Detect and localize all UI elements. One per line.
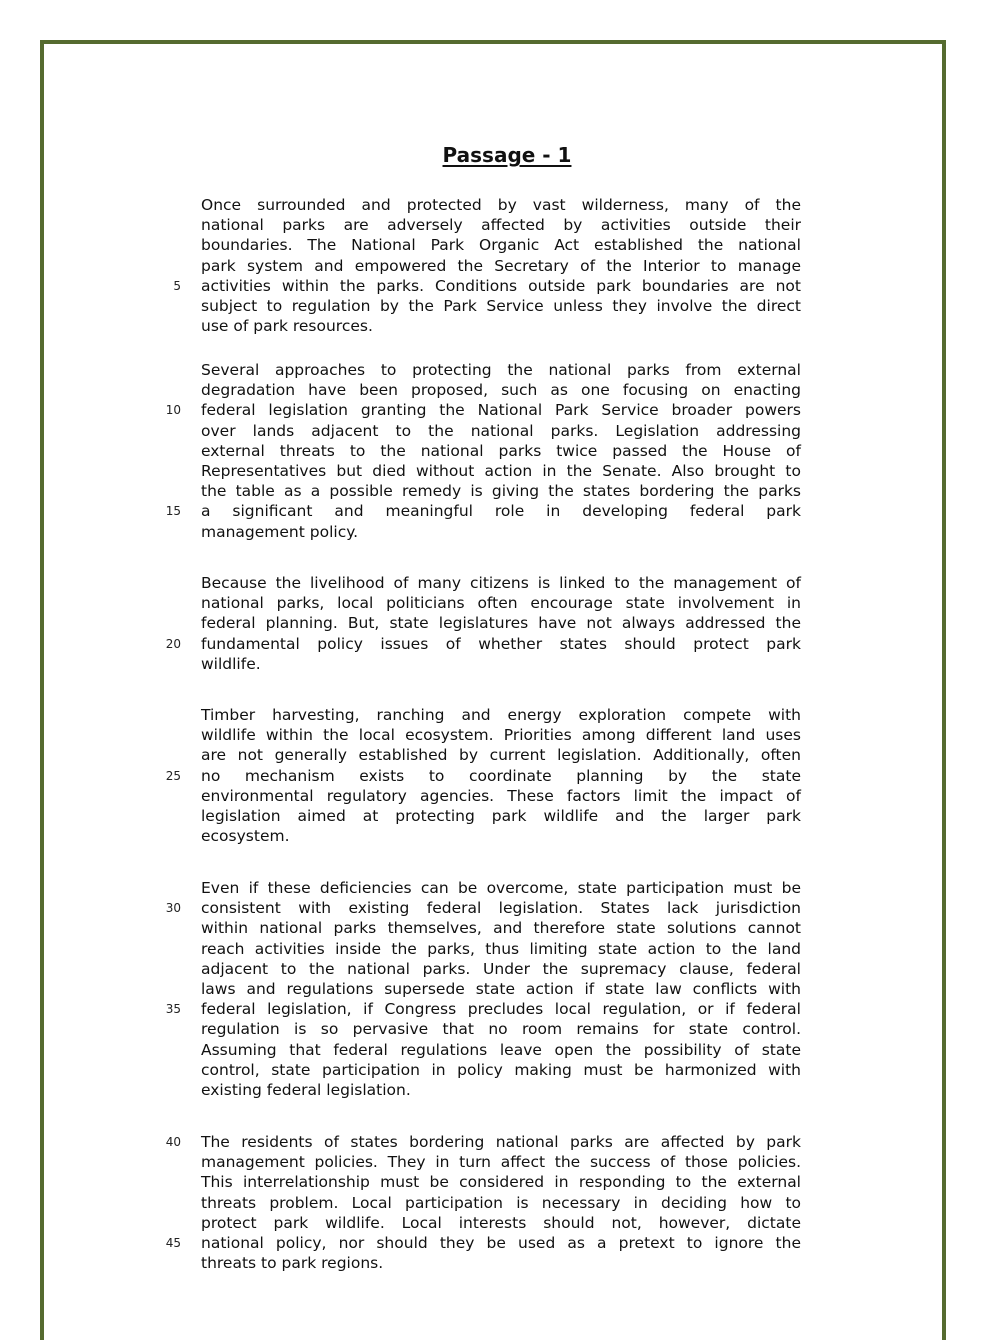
text-line: This interrelationship must be considered in responding to the external (201, 1173, 801, 1192)
text-line: national parks, local politicians often encourage state involvement in (201, 594, 801, 613)
text-line: no mechanism exists to coordinate planning by the state 25 (201, 766, 801, 786)
text-line: regulation is so pervasive that no room remains for state control. (201, 1020, 801, 1039)
text-line: threats to park regions. (201, 1254, 384, 1273)
text-line: degradation have been proposed, such as one focusing on enacting (201, 381, 801, 400)
line-number: 45 (165, 1235, 181, 1250)
paragraph (173, 195, 801, 336)
text-line: boundaries. The National Park Organic Act established the national (201, 236, 801, 255)
line-number: 5 (173, 278, 181, 293)
line-number: 25 (165, 768, 181, 783)
text-line: existing federal legislation. (201, 1080, 411, 1099)
text-line: federal legislation granting the National Park Service broader powers 10 (201, 400, 801, 420)
text-line: wildlife within the local ecosystem. Priorities among different land uses (201, 726, 801, 745)
paragraph (165, 878, 801, 1100)
text-line: within national parks themselves, and therefore state solutions cannot (201, 919, 801, 938)
text-line: management policies. They in turn affect the success of those policies. (201, 1153, 801, 1172)
text-line: threats problem. Local participation is necessary in deciding how to (201, 1193, 801, 1212)
paragraph (165, 573, 801, 674)
text-line: ecosystem. (201, 827, 290, 846)
paragraph (165, 1132, 801, 1273)
text-line: The residents of states bordering national parks are affected by park 40 (201, 1132, 801, 1152)
text-line: Assuming that federal regulations leave open the possibility of state (201, 1040, 801, 1059)
text-line: environmental regulatory agencies. These factors limit the impact of (201, 786, 801, 805)
text-line: federal legislation, if Congress precludes local regulation, or if federal 35 (201, 999, 801, 1019)
line-number: 20 (165, 636, 181, 651)
text-line: management policy. (201, 522, 359, 541)
line-number: 30 (165, 901, 181, 916)
text-line: legislation aimed at protecting park wildlife and the larger park (201, 806, 801, 825)
text-line: Timber harvesting, ranching and energy exploration compete with (201, 706, 801, 724)
text-line: activities within the parks. Conditions outside park boundaries are not 5 (201, 276, 801, 296)
text-line: over lands adjacent to the national parks. Legislation addressing (201, 421, 801, 440)
text-line: the table as a possible remedy is giving the states bordering the parks (201, 482, 801, 501)
text-line: laws and regulations supersede state action if state law conflicts with (201, 979, 801, 998)
text-line: national parks are adversely affected by activities outside their (201, 216, 801, 235)
line-number: 10 (165, 403, 181, 418)
text-line: national policy, nor should they be used as a pretext to ignore the 45 (201, 1233, 801, 1253)
text-line: federal planning. But, state legislatures have not always addressed the (201, 614, 801, 633)
text-line: park system and empowered the Secretary of the Interior to manage (201, 256, 801, 275)
text-line: Several approaches to protecting the national parks from external (201, 361, 801, 379)
paragraph (165, 360, 801, 542)
text-line: subject to regulation by the Park Service unless they involve the direct (201, 296, 801, 315)
text-line: reach activities inside the parks, thus limiting state action to the land (201, 939, 801, 958)
text-line: a significant and meaningful role in developing federal park 15 (201, 501, 801, 521)
text-line: wildlife. (201, 654, 261, 673)
text-line: adjacent to the national parks. Under the supremacy clause, federal (201, 959, 801, 978)
text-line: Because the livelihood of many citizens is linked to the management of (201, 574, 801, 592)
line-number: 40 (165, 1135, 181, 1149)
text-line: control, state participation in policy making must be harmonized with (201, 1060, 801, 1079)
text-line: protect park wildlife. Local interests should not, however, dictate (201, 1213, 801, 1232)
text-line: are not generally established by current legislation. Additionally, often (201, 746, 801, 765)
paragraph (165, 705, 801, 846)
line-number: 35 (165, 1002, 181, 1017)
text-line: external threats to the national parks twice passed the House of (201, 441, 801, 460)
text-line: fundamental policy issues of whether states should protect park 20 (201, 634, 801, 654)
text-line: use of park resources. (201, 317, 373, 336)
text-line: Representatives but died without action in the Senate. Also brought to (201, 461, 801, 480)
text-line: Once surrounded and protected by vast wilderness, many of the (201, 196, 801, 214)
line-number: 15 (165, 504, 181, 519)
text-line: consistent with existing federal legislation. States lack jurisdiction 30 (201, 898, 801, 918)
text-line: Even if these deficiencies can be overcome, state participation must be (201, 879, 801, 897)
passage-title: Passage - 1 (442, 143, 572, 167)
